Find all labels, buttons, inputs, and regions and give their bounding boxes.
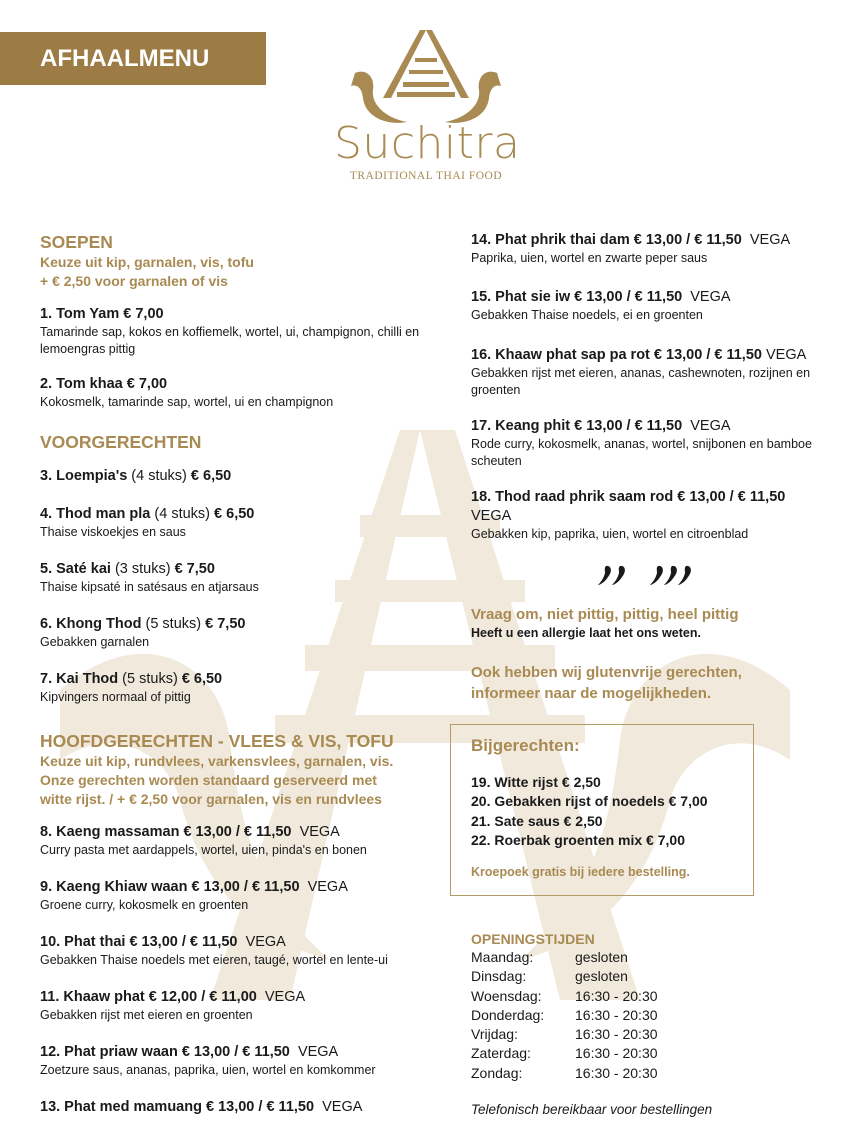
hours-row: Zondag: 16:30 - 20:30 (471, 1064, 658, 1081)
sides-note: Kroepoek gratis bij iedere bestelling. (471, 865, 690, 880)
menu-item-title: 9. Kaeng Khiaw waan € 13,00 / € 11,50 VEGA (40, 879, 348, 895)
mains-subtitle: Onze gerechten worden standaard geserveerd met (40, 772, 377, 788)
vega-label: VEGA (307, 879, 348, 895)
menu-item-title: 7. Kai Thod (5 stuks) € 6,50 (40, 671, 223, 687)
temple-logo-icon (341, 28, 511, 128)
vega-label: VEGA (264, 989, 306, 1005)
menu-item-desc: Groene curry, kokosmelk en groenten (40, 898, 249, 912)
vega-label: VEGA (471, 508, 512, 524)
gluten-free-note: Ook hebben wij glutenvrije gerechten, informeer naar de mogelijkheden. (471, 664, 742, 702)
mains-title: HOOFDGERECHTEN - VLEES & VIS, TOFU (40, 731, 394, 751)
vega-label: VEGA (690, 418, 731, 434)
menu-item-title: 8. Kaeng massaman € 13,00 / € 11,50 VEGA (40, 824, 340, 840)
chili-pepper-icon (598, 566, 611, 585)
menu-banner: AFHAALMENU (0, 32, 266, 85)
menu-item-title: 10. Phat thai € 13,00 / € 11,50 VEGA (40, 934, 286, 950)
hours-row: Donderdag: 16:30 - 20:30 (471, 1006, 658, 1023)
menu-item-title: 6. Khong Thod (5 stuks) € 7,50 (40, 616, 246, 632)
menu-item-title: 1. Tom Yam € 7,00 (40, 306, 164, 322)
vega-label: VEGA (299, 824, 340, 840)
phone-note: Telefonisch bereikbaar voor bestellingen (471, 1102, 713, 1117)
vega-label: VEGA (749, 232, 791, 248)
hours-row: Zaterdag: 16:30 - 20:30 (471, 1045, 658, 1062)
side-item: 19. Witte rijst € 2,50 (471, 774, 601, 790)
menu-item (40, 878, 445, 914)
allergy-note: Heeft u een allergie laat het ons weten. (471, 626, 701, 640)
spice-level-indicator (471, 563, 831, 593)
menu-item-desc: Gebakken kip, paprika, uien, wortel en citroenblad (471, 527, 749, 541)
menu-item-desc: Gebakken garnalen (40, 635, 150, 649)
right-column (471, 231, 831, 704)
menu-item-desc: Thaise viskoekjes en saus (40, 525, 186, 539)
vega-label: VEGA (690, 289, 731, 305)
brand-logo (334, 28, 521, 196)
side-dishes-box (450, 724, 754, 896)
menu-item-desc: Thaise kipsaté in satésaus en atjarsaus (40, 580, 259, 594)
side-item: 22. Roerbak groenten mix € 7,00 (471, 831, 685, 848)
menu-item (471, 488, 831, 543)
menu-item (40, 375, 445, 411)
hours-row: Maandag: gesloten (471, 949, 628, 965)
hours-title: OPENINGSTIJDEN (471, 931, 595, 947)
soups-title: SOEPEN (40, 232, 113, 252)
menu-item-desc: Gebakken rijst met eieren en groenten (40, 1008, 253, 1022)
spice-question: Vraag om, niet pittig, pittig, heel pittig (471, 606, 739, 623)
menu-item-desc: Zoetzure saus, ananas, paprika, uien, wortel en komkommer (40, 1063, 376, 1077)
chili-pepper-icon (650, 566, 663, 585)
menu-item (471, 346, 831, 399)
menu-item-desc: Gebakken rijst met eieren, ananas, cashewnoten, rozijnen en groenten (471, 366, 811, 397)
menu-item (40, 988, 445, 1024)
menu-item-desc: Kokosmelk, tamarinde sap, wortel, ui en champignon (40, 395, 334, 409)
menu-item (471, 231, 831, 267)
menu-item (471, 417, 831, 470)
hours-row: Woensdag: 16:30 - 20:30 (471, 987, 658, 1004)
menu-item (40, 305, 445, 358)
menu-item-title: 15. Phat sie iw € 13,00 / € 11,50 VEGA (471, 289, 731, 305)
vega-label: VEGA (322, 1099, 363, 1115)
spice-notice (471, 605, 831, 642)
menu-item-desc: Rode curry, kokosmelk, ananas, wortel, snijbonen en bamboe scheuten (471, 437, 812, 468)
opening-hours (471, 930, 801, 1083)
menu-item-desc: Kipvingers normaal of pittig (40, 690, 191, 704)
side-item: 21. Sate saus € 2,50 (471, 812, 603, 829)
menu-item-desc: Gebakken Thaise noedels, ei en groenten (471, 308, 703, 322)
menu-item-title: 16. Khaaw phat sap pa rot € 13,00 / € 11,50 VEGA (471, 347, 807, 363)
menu-item (40, 560, 445, 596)
vega-label: VEGA (297, 1044, 339, 1060)
menu-item-title: 5. Saté kai (3 stuks) € 7,50 (40, 561, 215, 577)
menu-item-desc: Paprika, uien, wortel en zwarte peper saus (471, 251, 708, 265)
menu-item-title: 17. Keang phit € 13,00 / € 11,50 VEGA (471, 418, 731, 434)
chili-pepper-icon (612, 566, 625, 585)
menu-item-desc: Tamarinde sap, kokos en koffiemelk, wortel, ui, champignon, chilli en lemoengras pittig (40, 325, 420, 356)
menu-item-title: 11. Khaaw phat € 12,00 / € 11,00 VEGA (40, 989, 306, 1005)
menu-item (40, 467, 445, 486)
menu-item-title: 4. Thod man pla (4 stuks) € 6,50 (40, 506, 255, 522)
menu-item (40, 505, 445, 541)
menu-item-title: 18. Thod raad phrik saam rod € 13,00 / € 11,50 VEGA (471, 489, 786, 524)
menu-item-title: 2. Tom khaa € 7,00 (40, 376, 168, 392)
mains-subtitle: witte rijst. / + € 2,50 voor garnalen, vis en rundvlees (40, 791, 382, 807)
hours-row: Vrijdag: 16:30 - 20:30 (471, 1026, 658, 1043)
left-column (40, 231, 445, 1117)
brand-name: Suchitra (334, 118, 521, 169)
menu-item (40, 1043, 445, 1079)
chili-pepper-icon (664, 566, 677, 585)
sides-title: Bijgerechten: (471, 736, 580, 755)
menu-item (40, 933, 445, 969)
hours-row: Dinsdag: gesloten (471, 968, 628, 985)
menu-item-title: 13. Phat med mamuang € 13,00 / € 11,50 VEGA (40, 1099, 363, 1115)
menu-item (471, 288, 831, 324)
vega-label: VEGA (765, 347, 807, 363)
soups-subtitle: Keuze uit kip, garnalen, vis, tofu (40, 254, 254, 270)
menu-item (40, 670, 445, 706)
menu-item-title: 14. Phat phrik thai dam € 13,00 / € 11,50 VEGA (471, 232, 791, 248)
soups-subtitle: + € 2,50 voor garnalen of vis (40, 273, 228, 289)
menu-item (40, 615, 445, 651)
side-item: 20. Gebakken rijst of noedels € 7,00 (471, 793, 708, 810)
vega-label: VEGA (245, 934, 286, 950)
menu-item-desc: Curry pasta met aardappels, wortel, uien, pinda's en bonen (40, 843, 367, 857)
chili-pepper-icon (678, 566, 691, 585)
mains-subtitle: Keuze uit kip, rundvlees, varkensvlees, garnalen, vis. (40, 753, 394, 769)
menu-item-title: 3. Loempia's (4 stuks) € 6,50 (40, 468, 232, 484)
menu-item (40, 823, 445, 859)
menu-item (40, 1098, 445, 1117)
menu-item-desc: Gebakken Thaise noedels met eieren, taugé, wortel en lente-ui (40, 953, 388, 967)
brand-tagline: TRADITIONAL THAI FOOD (349, 170, 503, 182)
menu-item-title: 12. Phat priaw waan € 13,00 / € 11,50 VEGA (40, 1044, 339, 1060)
starters-title: VOORGERECHTEN (40, 432, 202, 452)
